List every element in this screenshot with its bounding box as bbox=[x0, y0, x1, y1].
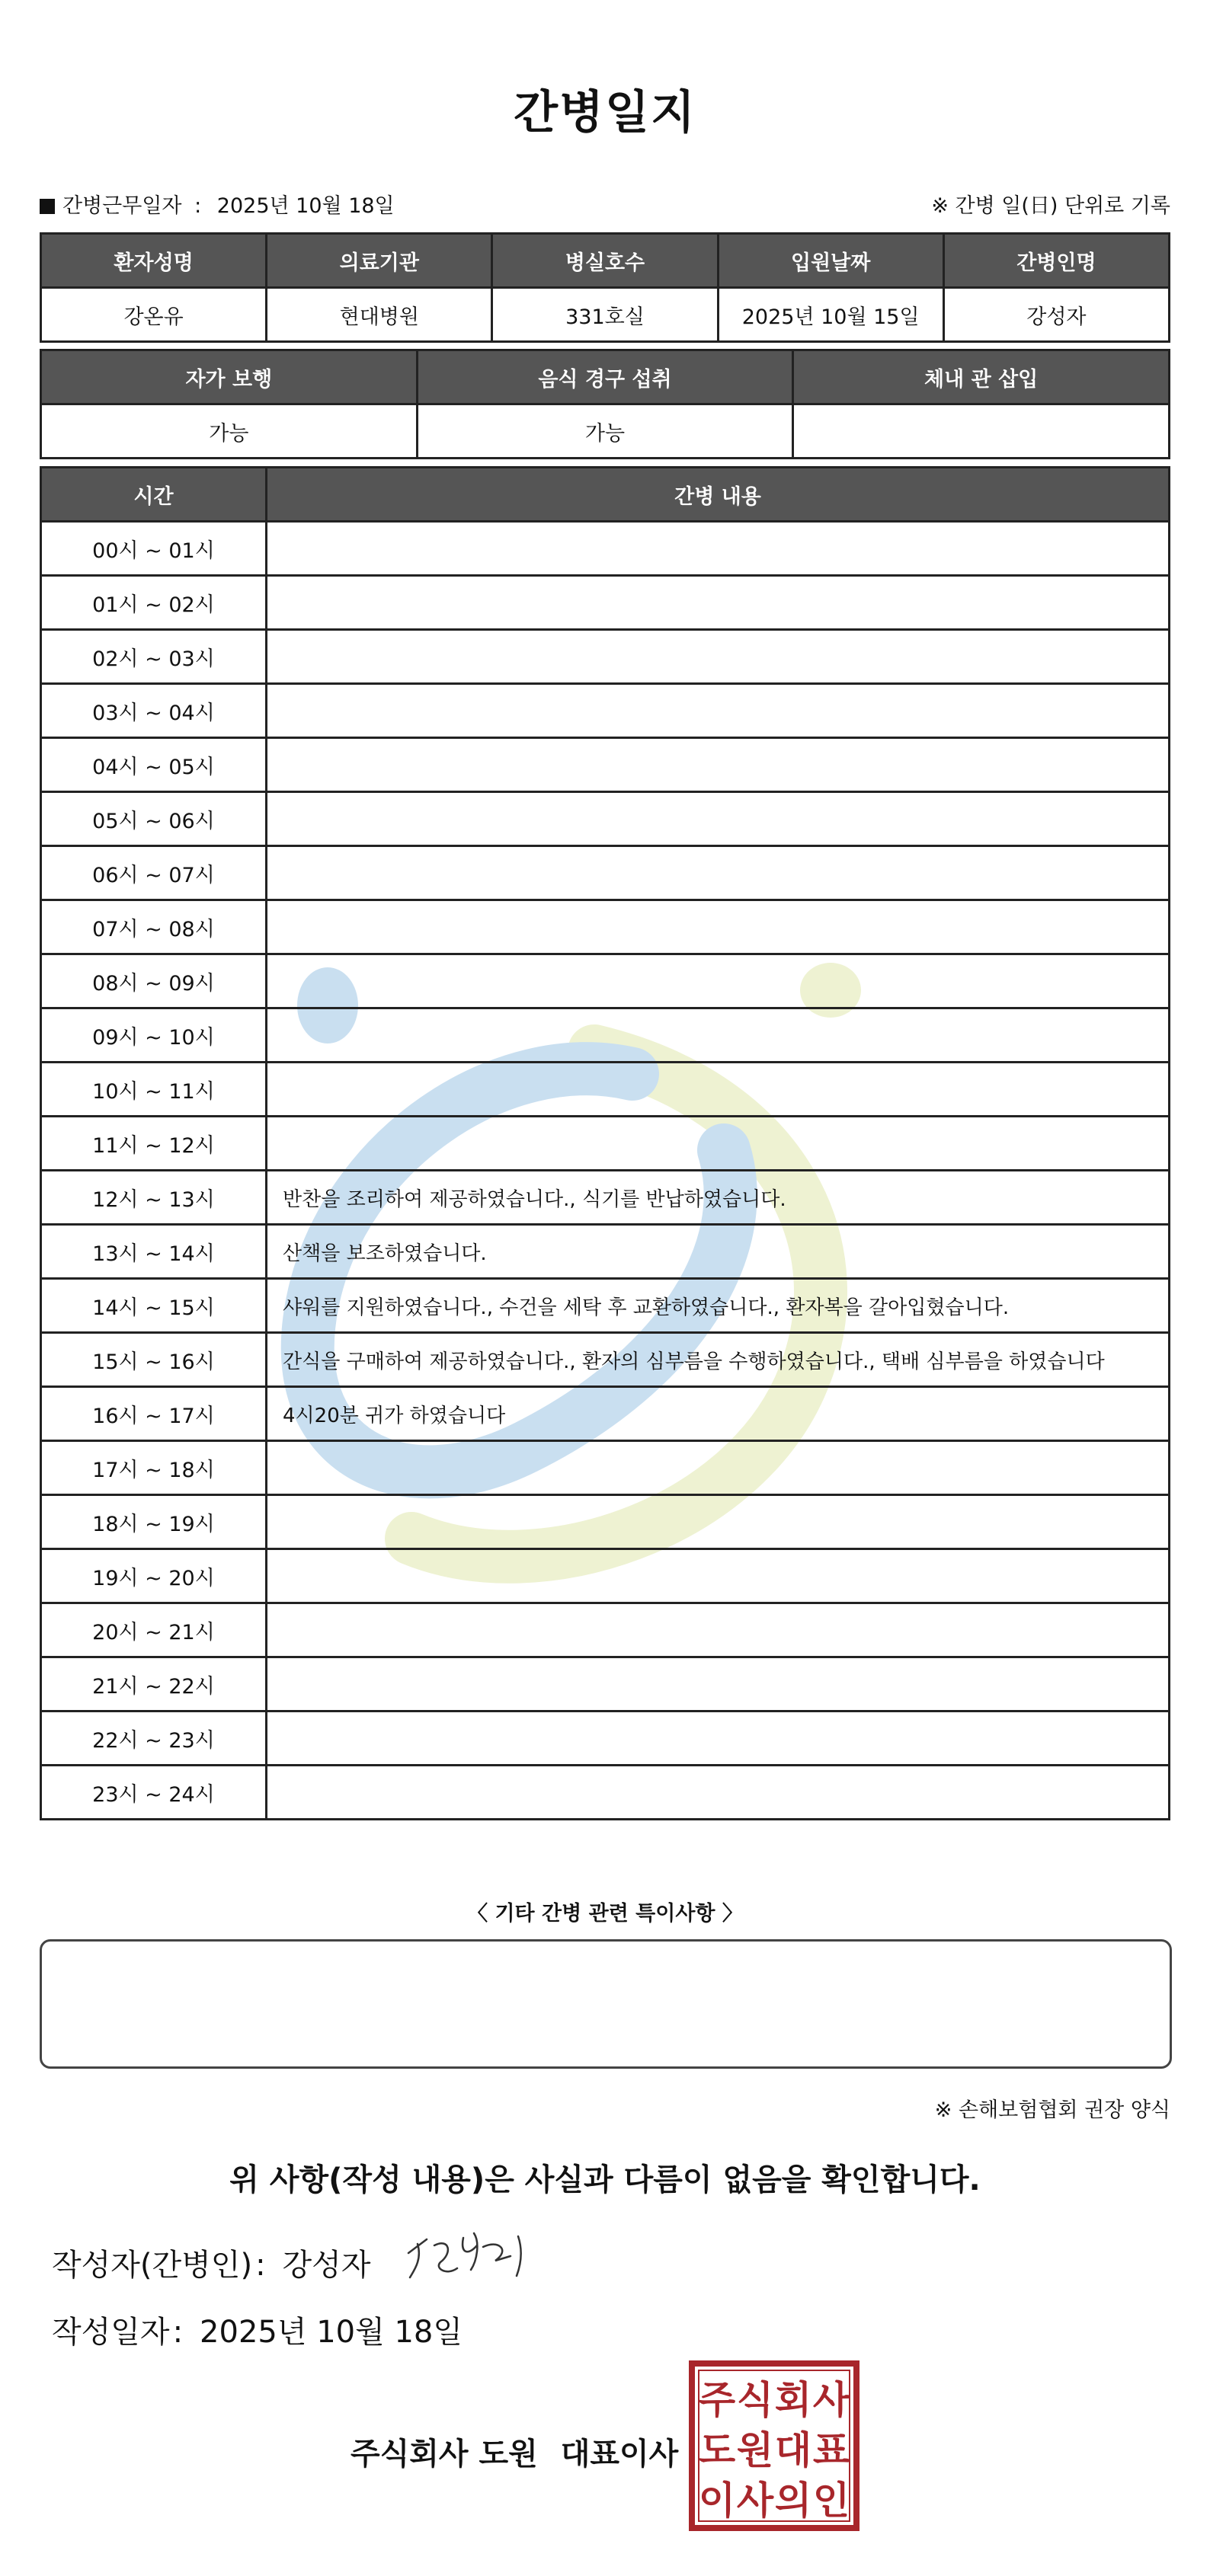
header-time: 시간 bbox=[41, 468, 267, 522]
header-admission-date: 입원날짜 bbox=[718, 234, 943, 288]
seal-character: 표 bbox=[812, 2428, 850, 2472]
time-slot: 06시 ~ 07시 bbox=[41, 846, 267, 900]
table-row bbox=[41, 954, 1170, 1008]
care-content bbox=[267, 522, 1170, 576]
document-title: 간병일지 bbox=[514, 86, 696, 139]
patient-status-table bbox=[40, 349, 1170, 459]
record-unit-note: ※ 간병 일(日) 단위로 기록 bbox=[931, 194, 1170, 218]
care-content bbox=[267, 1711, 1170, 1766]
table-row bbox=[41, 684, 1170, 738]
company-seal-stamp bbox=[688, 2360, 860, 2532]
table-row bbox=[41, 1603, 1170, 1657]
time-slot: 18시 ~ 19시 bbox=[41, 1495, 267, 1549]
time-slot: 04시 ~ 05시 bbox=[41, 738, 267, 792]
care-content bbox=[267, 1657, 1170, 1711]
seal-character: 의 bbox=[774, 2479, 812, 2523]
table-row bbox=[41, 1387, 1170, 1441]
time-slot: 07시 ~ 08시 bbox=[41, 900, 267, 954]
seal-character: 인 bbox=[812, 2479, 850, 2523]
time-slot: 11시 ~ 12시 bbox=[41, 1117, 267, 1171]
care-content bbox=[267, 1441, 1170, 1495]
oral-intake-status: 가능 bbox=[417, 404, 793, 459]
work-date-separator: : bbox=[194, 194, 202, 218]
header-walking: 자가 보행 bbox=[41, 350, 418, 404]
confirmation-statement: 위 사항(작성 내용)은 사실과 다름이 없음을 확인합니다. bbox=[229, 2162, 981, 2197]
table-row bbox=[41, 900, 1170, 954]
table-row bbox=[41, 792, 1170, 846]
writer-name: 강성자 bbox=[282, 2248, 371, 2283]
table-row bbox=[41, 1549, 1170, 1603]
seal-character: 원 bbox=[736, 2428, 774, 2472]
header-patient-name: 환자성명 bbox=[41, 234, 267, 288]
work-date-value: 2025년 10월 18일 bbox=[216, 194, 395, 218]
time-slot: 23시 ~ 24시 bbox=[41, 1766, 267, 1820]
care-content bbox=[267, 1603, 1170, 1657]
care-content bbox=[267, 1008, 1170, 1063]
time-slot: 00시 ~ 01시 bbox=[41, 522, 267, 576]
table-row bbox=[41, 1171, 1170, 1225]
writer-line bbox=[52, 2241, 370, 2284]
care-content: 샤워를 지원하였습니다., 수건을 세탁 후 교환하였습니다., 환자복을 갈아입혔습니다. bbox=[267, 1279, 1170, 1333]
care-content: 반찬을 조리하여 제공하였습니다., 식기를 반납하였습니다. bbox=[267, 1171, 1170, 1225]
header-room: 병실호수 bbox=[492, 234, 718, 288]
writer-label: 작성자(간병인) bbox=[52, 2248, 253, 2283]
time-slot: 01시 ~ 02시 bbox=[41, 576, 267, 630]
time-slot: 08시 ~ 09시 bbox=[41, 954, 267, 1008]
seal-character: 식 bbox=[736, 2378, 774, 2422]
notes-box bbox=[40, 1939, 1172, 2069]
room-number: 331호실 bbox=[492, 288, 718, 342]
care-content: 4시20분 귀가 하였습니다 bbox=[267, 1387, 1170, 1441]
care-content bbox=[267, 630, 1170, 684]
care-content: 간식을 구매하여 제공하였습니다., 환자의 심부름을 수행하였습니다., 택배 심부름을 하였습니다 bbox=[267, 1333, 1170, 1387]
seal-character: 회 bbox=[774, 2378, 812, 2422]
time-slot: 10시 ~ 11시 bbox=[41, 1063, 267, 1117]
time-slot: 13시 ~ 14시 bbox=[41, 1225, 267, 1279]
walking-status: 가능 bbox=[41, 404, 418, 459]
table-row bbox=[41, 738, 1170, 792]
care-content bbox=[267, 1063, 1170, 1117]
table-row bbox=[41, 1225, 1170, 1279]
time-slot: 19시 ~ 20시 bbox=[41, 1549, 267, 1603]
table-row bbox=[41, 1495, 1170, 1549]
care-content bbox=[267, 1549, 1170, 1603]
work-date-label: 간병근무일자 bbox=[62, 194, 182, 218]
seal-character: 이 bbox=[698, 2479, 736, 2523]
time-slot: 12시 ~ 13시 bbox=[41, 1171, 267, 1225]
written-date-label: 작성일자 bbox=[52, 2315, 170, 2350]
patient-info-table bbox=[40, 232, 1170, 343]
table-row bbox=[41, 1441, 1170, 1495]
care-content bbox=[267, 1766, 1170, 1820]
time-slot: 21시 ~ 22시 bbox=[41, 1657, 267, 1711]
time-slot: 14시 ~ 15시 bbox=[41, 1279, 267, 1333]
tube-status bbox=[793, 404, 1170, 459]
table-row bbox=[41, 1766, 1170, 1820]
time-slot: 03시 ~ 04시 bbox=[41, 684, 267, 738]
representative-title: 대표이사 bbox=[560, 2437, 679, 2472]
work-date-line bbox=[40, 189, 395, 219]
notes-title: 〈 기타 간병 관련 특이사항 〉 bbox=[467, 1902, 743, 1926]
company-name: 주식회사 도원 bbox=[351, 2437, 538, 2472]
seal-character: 사 bbox=[736, 2479, 774, 2523]
care-content bbox=[267, 900, 1170, 954]
time-slot: 17시 ~ 18시 bbox=[41, 1441, 267, 1495]
table-row bbox=[41, 1279, 1170, 1333]
time-slot: 22시 ~ 23시 bbox=[41, 1711, 267, 1766]
care-content bbox=[267, 792, 1170, 846]
table-row bbox=[41, 1657, 1170, 1711]
header-caregiver: 간병인명 bbox=[943, 234, 1169, 288]
header-tube: 체내 관 삽입 bbox=[793, 350, 1170, 404]
handwritten-signature bbox=[404, 2223, 533, 2291]
care-content bbox=[267, 1495, 1170, 1549]
table-row bbox=[41, 1333, 1170, 1387]
written-date-line bbox=[52, 2308, 463, 2351]
patient-name: 강온유 bbox=[41, 288, 267, 342]
table-row bbox=[41, 1008, 1170, 1063]
care-content bbox=[267, 954, 1170, 1008]
header-care-content: 간병 내용 bbox=[267, 468, 1170, 522]
table-row bbox=[41, 846, 1170, 900]
time-slot: 02시 ~ 03시 bbox=[41, 630, 267, 684]
care-content bbox=[267, 738, 1170, 792]
seal-character: 대 bbox=[774, 2428, 812, 2472]
table-row bbox=[41, 630, 1170, 684]
caregiver-name: 강성자 bbox=[943, 288, 1169, 342]
time-slot: 15시 ~ 16시 bbox=[41, 1333, 267, 1387]
written-date-value: 2025년 10월 18일 bbox=[200, 2315, 463, 2350]
admission-date: 2025년 10월 15일 bbox=[718, 288, 943, 342]
care-content bbox=[267, 1117, 1170, 1171]
time-slot: 20시 ~ 21시 bbox=[41, 1603, 267, 1657]
care-content: 산책을 보조하였습니다. bbox=[267, 1225, 1170, 1279]
care-content bbox=[267, 684, 1170, 738]
time-slot: 05시 ~ 06시 bbox=[41, 792, 267, 846]
table-row bbox=[41, 1063, 1170, 1117]
seal-character: 주 bbox=[698, 2378, 736, 2422]
table-row bbox=[41, 576, 1170, 630]
care-content bbox=[267, 576, 1170, 630]
writer-separator: : bbox=[255, 2248, 266, 2283]
table-row bbox=[41, 1711, 1170, 1766]
table-row bbox=[41, 1117, 1170, 1171]
seal-character: 사 bbox=[812, 2378, 850, 2422]
seal-character: 도 bbox=[698, 2428, 736, 2472]
time-slot: 16시 ~ 17시 bbox=[41, 1387, 267, 1441]
header-hospital: 의료기관 bbox=[267, 234, 492, 288]
care-content bbox=[267, 846, 1170, 900]
recommended-form-note: ※ 손해보험협회 권장 양식 bbox=[934, 2098, 1170, 2122]
written-date-separator: : bbox=[172, 2315, 184, 2350]
hospital: 현대병원 bbox=[267, 288, 492, 342]
care-log-table bbox=[40, 466, 1170, 1820]
company-signatory bbox=[351, 2430, 678, 2473]
square-bullet-icon bbox=[40, 199, 55, 214]
table-row bbox=[41, 522, 1170, 576]
time-slot: 09시 ~ 10시 bbox=[41, 1008, 267, 1063]
header-oral-intake: 음식 경구 섭취 bbox=[417, 350, 793, 404]
